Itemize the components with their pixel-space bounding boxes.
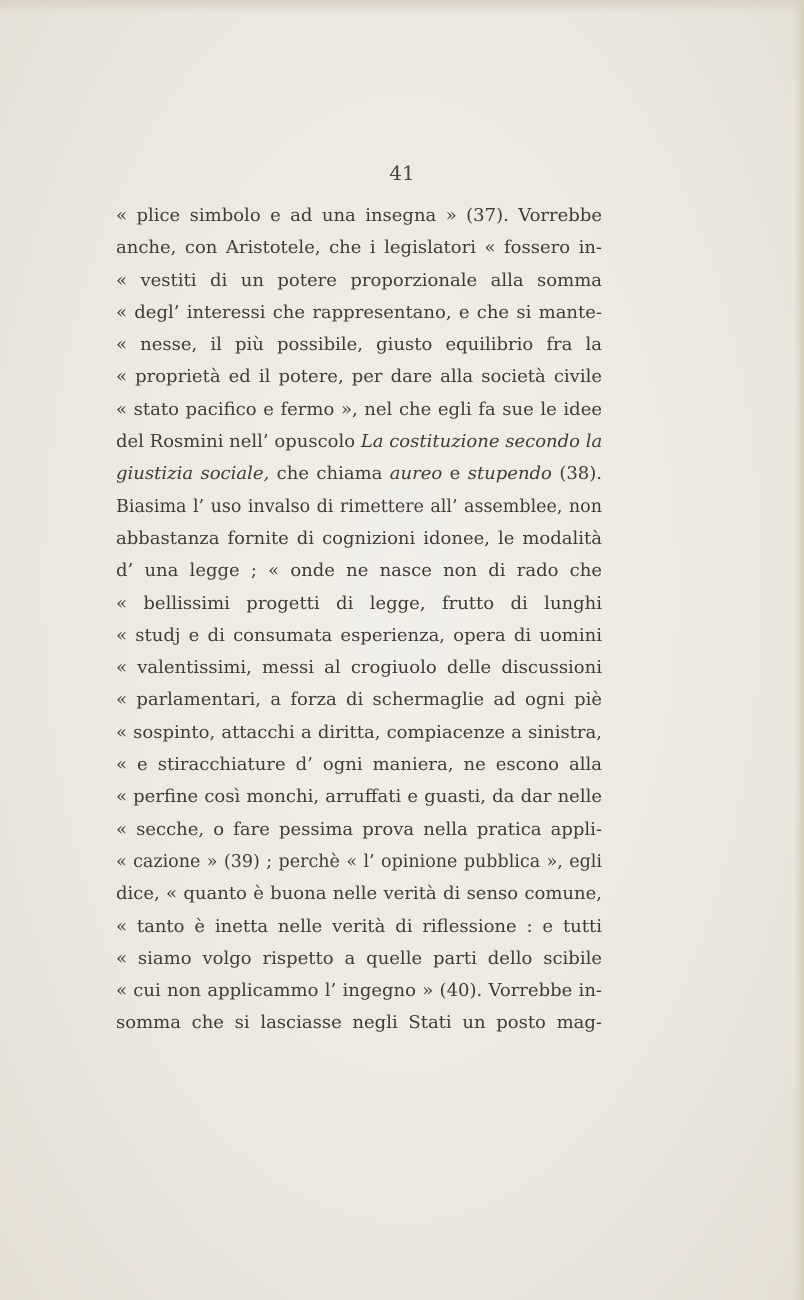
text-line [116,846,602,878]
text-segment: « tanto è inetta nelle verità di riflessione : e tutti [116,915,602,937]
text-segment: « secche, o fare pessima prova nella pratica appli- [116,818,602,840]
text-segment: « vestiti di un potere proporzionale alla somma [116,269,602,291]
text-line [116,749,602,781]
page-number: 41 [389,161,415,185]
text-segment: abbastanza fornite di cognizioni idonee, le modalità [116,527,602,549]
text-line [116,943,602,975]
text-line [116,684,602,716]
text-line [116,975,602,1007]
text-line [116,652,602,684]
page-top-edge-shadow [0,0,804,14]
page-right-edge-shadow [794,0,804,1300]
text-segment: e [442,463,468,485]
text-segment: « degl’ interessi che rappresentano, e che si mante- [116,301,602,323]
text-segment: « sospinto, attacchi a diritta, compiacenze a sinistra, [116,721,602,743]
text-line [116,361,602,393]
text-line [116,265,602,297]
text-segment: (38). [551,463,602,485]
text-line [116,814,602,846]
text-line [116,232,602,264]
text-line [116,1007,602,1039]
text-segment: « cui non applicammo l’ ingegno » (40). Vorrebbe in- [116,980,602,1002]
text-line [116,200,602,232]
text-line [116,523,602,555]
text-segment: « cazione » (39) ; perchè « l’ opinione pubblica », egli [116,851,602,872]
text-segment: anche, con Aristotele, che i legislatori « fossero in- [116,237,602,259]
text-line [116,458,602,490]
text-segment: « nesse, il più possibile, giusto equilibrio fra la [116,334,602,356]
text-segment: « stato pacifico e fermo », nel che egli fa sue le idee [116,398,602,420]
text-line [116,717,602,749]
text-segment: « studj e di consumata esperienza, opera di uomini [116,624,602,646]
text-segment: d’ una legge ; « onde ne nasce non di rado che [116,560,602,582]
text-line [116,620,602,652]
text-line [116,911,602,943]
text-line [116,329,602,361]
text-segment: del Rosmini nell’ opuscolo [116,431,361,453]
italic-text: aureo [389,463,443,485]
italic-text: stupendo [467,463,552,485]
text-segment: che chiama [269,463,390,485]
text-segment: dice, « quanto è buona nelle verità di senso comune, [116,883,602,905]
italic-text: La costituzione secondo la [360,431,603,453]
text-line [116,781,602,813]
body-text [116,200,602,1040]
text-line [116,426,602,458]
text-segment: « e stiracchiature d’ ogni maniera, ne escono alla [116,754,602,776]
text-line [116,297,602,329]
italic-text: giustizia sociale, [116,463,270,485]
text-line [116,491,602,523]
text-segment: « perfine così monchi, arruffati e guasti, da dar nelle [116,786,602,808]
text-line [116,878,602,910]
text-segment: « bellissimi progetti di legge, frutto di lunghi [116,592,602,614]
text-segment: « plice simbolo e ad una insegna » (37). Vorrebbe [116,205,602,226]
text-segment: « proprietà ed il potere, per dare alla società civile [116,366,602,388]
text-segment: « parlamentari, a forza di schermaglie ad ogni piè [116,689,602,711]
text-segment: somma che si lasciasse negli Stati un posto mag- [116,1012,602,1034]
text-line [116,394,602,426]
text-line [116,555,602,587]
text-segment: « siamo volgo rispetto a quelle parti dello scibile [116,947,602,969]
text-segment: Biasima l’ uso invalso di rimettere all’ assemblee, non [116,496,602,517]
text-line [116,588,602,620]
text-segment: « valentissimi, messi al crogiuolo delle discussioni [116,657,602,679]
